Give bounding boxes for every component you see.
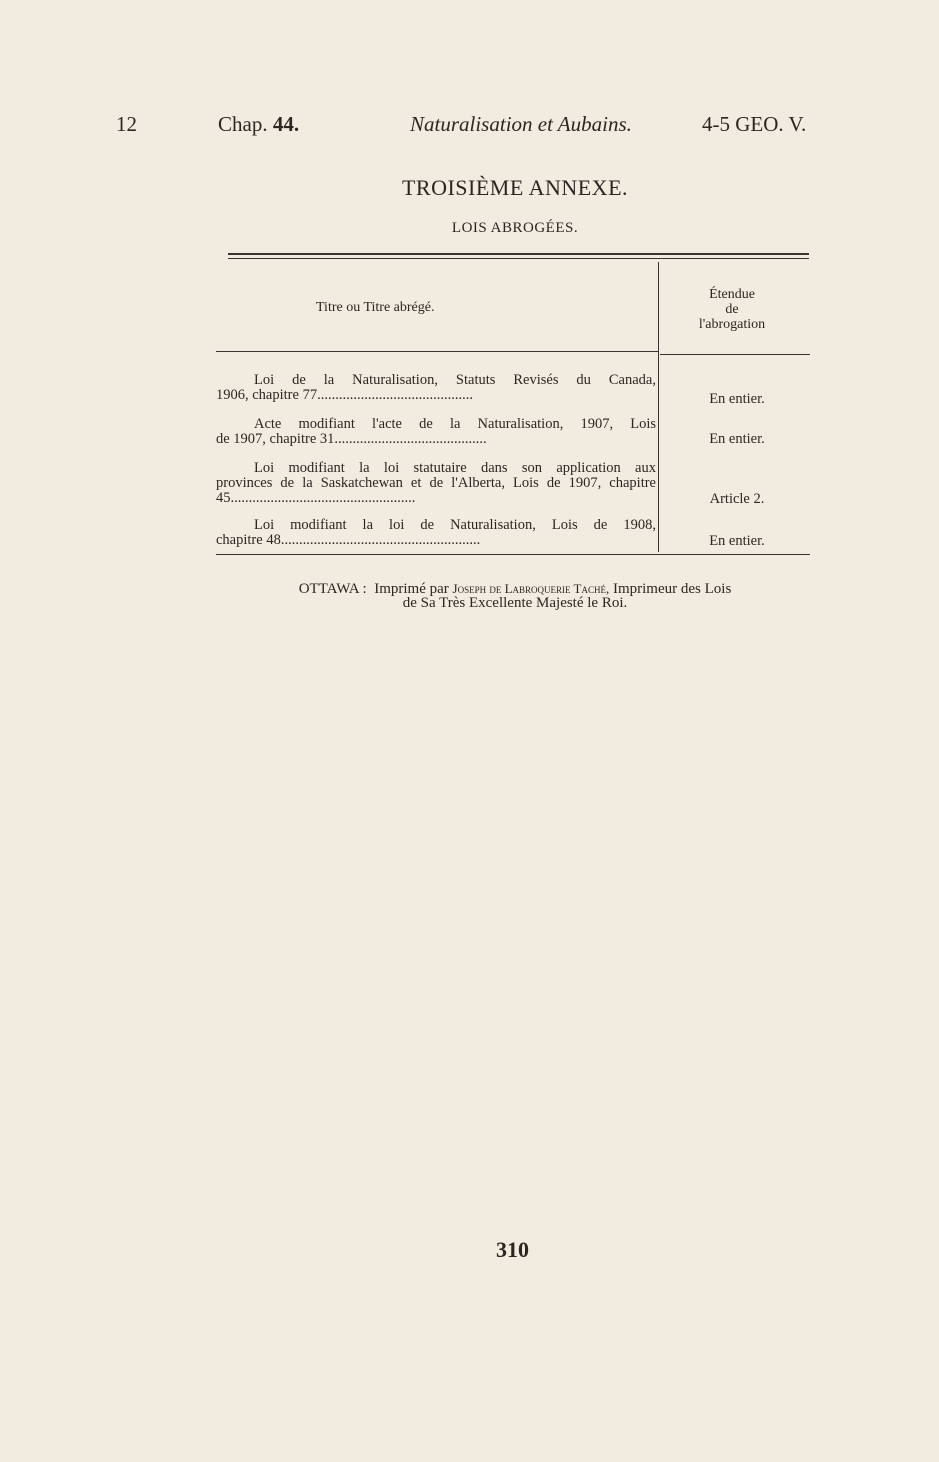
column-header-extent-line1: Étendue [709, 287, 755, 302]
imprint [0, 582, 939, 610]
imprint-place: OTTAWA : [298, 581, 367, 597]
running-head [0, 112, 939, 142]
imprint-text-before: Imprimé par [374, 581, 449, 597]
column-header-title: Titre ou Titre abrégé. [316, 300, 435, 315]
act-title-rest: de 1907, chapitre 31.......................................... [216, 431, 487, 447]
header-rule-right [660, 354, 810, 355]
page-number: 12 [116, 112, 137, 136]
imprint-line1 [0, 582, 939, 596]
column-header-extent-line3: l'abrogation [698, 317, 766, 332]
chapter-reference [218, 112, 299, 137]
annex-title: TROISIÈME ANNEXE. [401, 175, 629, 200]
column-header-extent [662, 287, 802, 332]
act-title-line1: Acte modifiant l'acte de la Naturalisation, 1907, Lois [254, 416, 656, 432]
printer-name: Joseph de Labroquerie Taché, [452, 581, 610, 596]
act-title [216, 518, 656, 548]
running-title: Naturalisation et Aubains. [410, 112, 632, 136]
annex-subtitle: LOIS ABROGÉES. [451, 220, 579, 236]
act-title-rest: provinces de la Saskatchewan et de l'Alberta, Lois de 1907, chapitre 45................................................... [216, 475, 656, 506]
act-title [216, 461, 656, 506]
reign-reference: 4-5 GEO. V. [702, 112, 807, 136]
header-rule-left [216, 351, 658, 352]
repeal-extent: Article 2. [709, 491, 765, 507]
repeal-extent: En entier. [709, 533, 765, 549]
table-column-divider [658, 262, 659, 552]
act-title-rest: chapitre 48....................................................... [216, 532, 481, 548]
table-bottom-rule [216, 554, 810, 555]
table-top-rule [228, 253, 809, 255]
act-title-line1: Loi modifiant la loi statutaire dans son application aux [254, 460, 656, 476]
act-title [216, 417, 656, 447]
act-title-line1: Loi modifiant la loi de Naturalisation, Lois de 1908, [254, 517, 656, 533]
act-title [216, 373, 656, 403]
imprint-text-after: Imprimeur des Lois [612, 581, 732, 597]
chapter-label: Chap. [218, 112, 268, 136]
act-title-line1: Loi de la Naturalisation, Statuts Revisés du Canada, [254, 372, 656, 388]
repeal-extent: En entier. [709, 431, 765, 447]
folio-number: 310 [496, 1237, 529, 1262]
column-header-extent-line2: de [725, 302, 739, 317]
repeal-extent: En entier. [709, 391, 765, 407]
table-top-rule-thin [228, 258, 809, 259]
imprint-line2: de Sa Très Excellente Majesté le Roi. [402, 595, 628, 611]
act-title-rest: 1906, chapitre 77........................................... [216, 387, 473, 403]
chapter-number: 44. [272, 112, 300, 136]
